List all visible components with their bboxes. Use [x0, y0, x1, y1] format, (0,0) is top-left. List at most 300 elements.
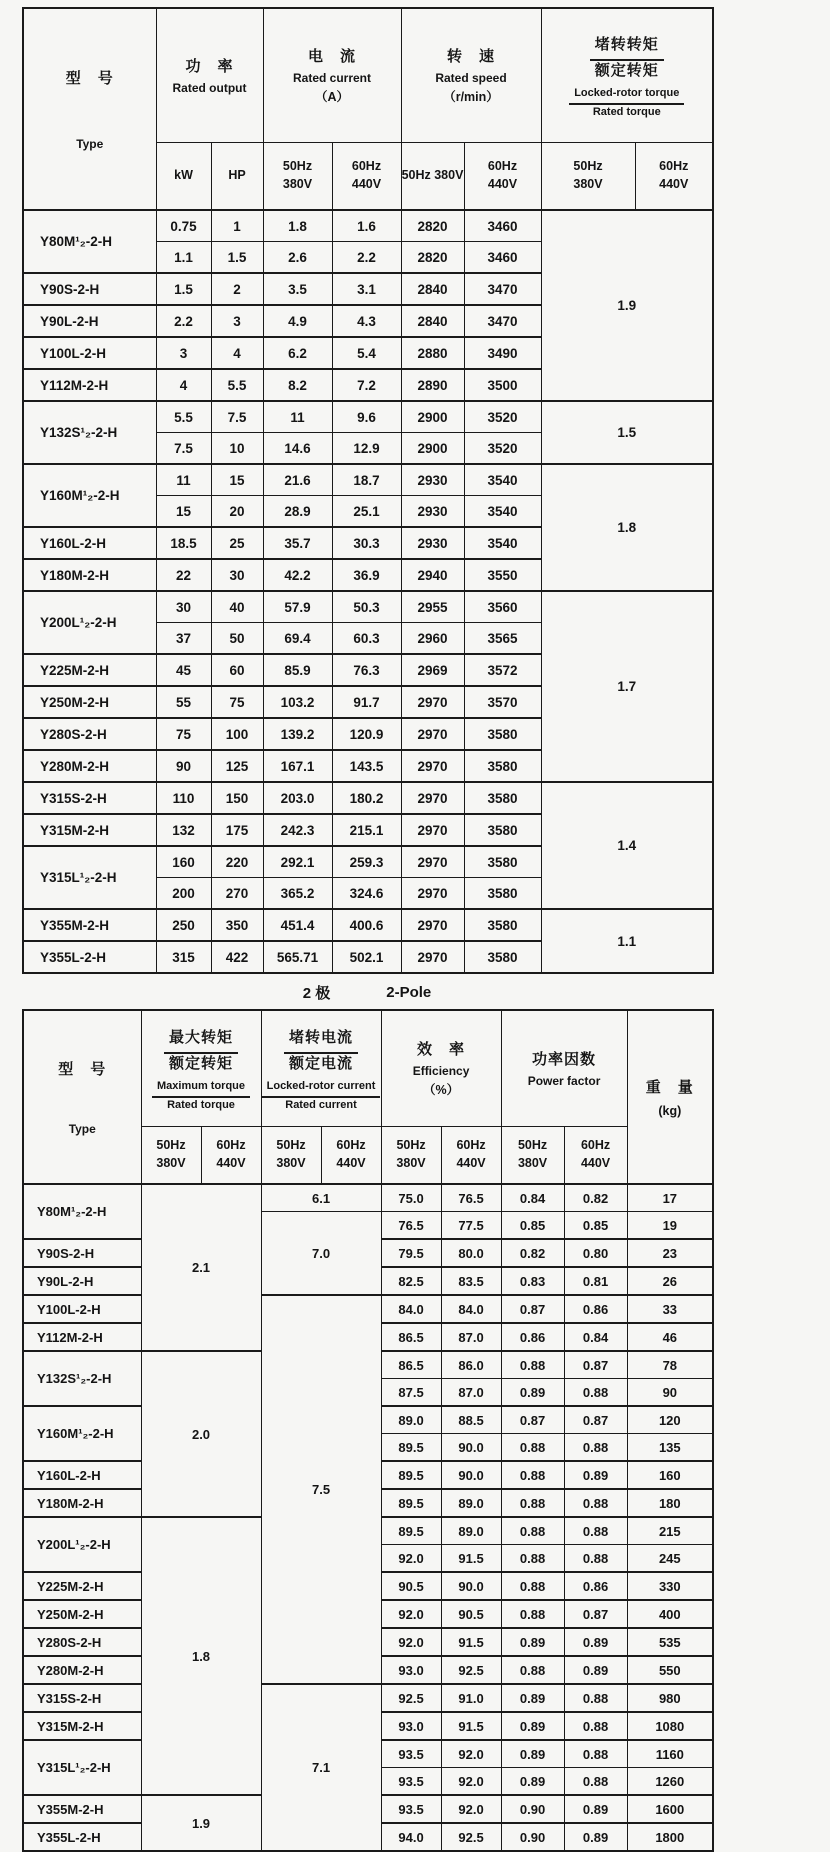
value-cell: 200 — [156, 878, 211, 910]
value-cell: 135 — [627, 1434, 713, 1462]
value-cell: 550 — [627, 1656, 713, 1684]
value-cell: 4.9 — [263, 305, 332, 337]
value-cell: 0.81 — [564, 1267, 627, 1295]
value-cell: 3 — [211, 305, 263, 337]
freq-label: 50Hz — [517, 1138, 548, 1153]
value-cell: 3580 — [464, 878, 541, 910]
value-cell: 0.89 — [501, 1712, 564, 1740]
type-cell: Y280M-2-H — [23, 750, 156, 782]
value-cell: 0.88 — [564, 1768, 627, 1796]
value-cell: 3560 — [464, 591, 541, 623]
value-cell: 23 — [627, 1239, 713, 1267]
value-cell: 12.9 — [332, 433, 401, 465]
value-cell: 92.0 — [441, 1768, 501, 1796]
value-cell: 1800 — [627, 1823, 713, 1851]
value-cell: 18.7 — [332, 464, 401, 496]
value-cell: 91.5 — [441, 1712, 501, 1740]
value-cell: 86.5 — [381, 1323, 441, 1351]
value-cell: 17 — [627, 1184, 713, 1212]
voltage-label: 440V — [456, 1155, 486, 1170]
value-cell: 36.9 — [332, 559, 401, 591]
type-cell: Y80M¹₂-2-H — [23, 1184, 141, 1239]
value-cell: 11 — [156, 464, 211, 496]
value-cell: 91.5 — [441, 1628, 501, 1656]
type-cell: Y200L¹₂-2-H — [23, 1517, 141, 1572]
value-cell: 21.6 — [263, 464, 332, 496]
value-cell: 8.2 — [263, 369, 332, 401]
value-cell: 2930 — [401, 464, 464, 496]
type-cell: Y160M¹₂-2-H — [23, 1406, 141, 1461]
value-cell: 87.0 — [441, 1379, 501, 1407]
value-cell: 3520 — [464, 433, 541, 465]
value-cell: 89.5 — [381, 1489, 441, 1517]
voltage-label: 440V — [216, 1155, 246, 1170]
t2-pf-50hz-header — [501, 1126, 564, 1184]
speed-header-zh: 转 速 — [447, 48, 496, 66]
value-cell: 90.5 — [441, 1600, 501, 1628]
value-cell: 78 — [627, 1351, 713, 1379]
value-cell: 18.5 — [156, 527, 211, 559]
t2-maxt-50hz-header — [141, 1126, 201, 1184]
freq-label: 60Hz — [456, 1138, 486, 1153]
value-cell: 84.0 — [381, 1295, 441, 1323]
value-cell: 139.2 — [263, 718, 332, 750]
value-cell: 535 — [627, 1628, 713, 1656]
max-torque-cell: 2.0 — [141, 1351, 261, 1517]
torque-ratio-cell: 1.1 — [541, 909, 713, 973]
value-cell: 3490 — [464, 337, 541, 369]
value-cell: 565.71 — [263, 941, 332, 973]
value-cell: 259.3 — [332, 846, 401, 878]
voltage-label: 380V — [396, 1155, 426, 1170]
value-cell: 57.9 — [263, 591, 332, 623]
value-cell: 2970 — [401, 846, 464, 878]
value-cell: 502.1 — [332, 941, 401, 973]
type-cell: Y355M-2-H — [23, 1795, 141, 1823]
t2-weight-header — [627, 1010, 713, 1184]
value-cell: 3470 — [464, 305, 541, 337]
value-cell: 180 — [627, 1489, 713, 1517]
torque-ratio-cell: 1.9 — [541, 210, 713, 401]
value-cell: 422 — [211, 941, 263, 973]
freq-label: 60Hz — [659, 159, 689, 174]
torque-ratio-en-numerator: Locked-rotor torque — [569, 86, 684, 105]
type-cell: Y100L-2-H — [23, 1295, 141, 1323]
value-cell: 451.4 — [263, 909, 332, 941]
type-cell: Y315M-2-H — [23, 814, 156, 846]
value-cell: 0.88 — [564, 1379, 627, 1407]
value-cell: 93.0 — [381, 1712, 441, 1740]
value-cell: 2970 — [401, 782, 464, 814]
voltage-label: 380V — [282, 176, 313, 191]
freq-label: 60Hz — [336, 1138, 366, 1153]
type-cell: Y315S-2-H — [23, 1684, 141, 1712]
value-cell: 0.88 — [564, 1489, 627, 1517]
value-cell: 75.0 — [381, 1184, 441, 1212]
value-cell: 3540 — [464, 527, 541, 559]
value-cell: 87.0 — [441, 1323, 501, 1351]
value-cell: 22 — [156, 559, 211, 591]
value-cell: 0.75 — [156, 210, 211, 242]
voltage-label: 440V — [659, 176, 689, 191]
locked-rotor-current-cell: 6.1 — [261, 1184, 381, 1212]
value-cell: 93.5 — [381, 1768, 441, 1796]
value-cell: 0.87 — [501, 1295, 564, 1323]
value-cell: 215.1 — [332, 814, 401, 846]
value-cell: 0.87 — [564, 1351, 627, 1379]
value-cell: 4.3 — [332, 305, 401, 337]
value-cell: 3580 — [464, 941, 541, 973]
value-cell: 91.5 — [441, 1545, 501, 1573]
value-cell: 2960 — [401, 623, 464, 655]
value-cell: 3520 — [464, 401, 541, 433]
value-cell: 92.5 — [381, 1684, 441, 1712]
value-cell: 90.5 — [381, 1572, 441, 1600]
type-cell: Y80M¹₂-2-H — [23, 210, 156, 273]
max-torque-cell: 2.1 — [141, 1184, 261, 1351]
value-cell: 2890 — [401, 369, 464, 401]
value-cell: 1260 — [627, 1768, 713, 1796]
value-cell: 0.89 — [564, 1656, 627, 1684]
value-cell: 0.90 — [501, 1795, 564, 1823]
value-cell: 26 — [627, 1267, 713, 1295]
value-cell: 46 — [627, 1323, 713, 1351]
power-factor-header-en: Power factor — [527, 1074, 601, 1089]
type-cell: Y355M-2-H — [23, 909, 156, 941]
value-cell: 0.89 — [501, 1684, 564, 1712]
current-header-zh: 电 流 — [307, 48, 356, 66]
value-cell: 3460 — [464, 210, 541, 242]
voltage-label: 380V — [276, 1155, 306, 1170]
t2-efficiency-header — [381, 1010, 501, 1126]
t1-torque-50hz-header — [541, 142, 635, 210]
value-cell: 0.84 — [564, 1323, 627, 1351]
t1-header — [23, 8, 713, 210]
value-cell: 76.5 — [441, 1184, 501, 1212]
efficiency-header-zh: 效 率 — [417, 1041, 466, 1059]
value-cell: 2940 — [401, 559, 464, 591]
value-cell: 87.5 — [381, 1379, 441, 1407]
type-cell: Y200L¹₂-2-H — [23, 591, 156, 654]
type-cell: Y355L-2-H — [23, 1823, 141, 1851]
value-cell: 6.2 — [263, 337, 332, 369]
t2-eff-50hz-header — [381, 1126, 441, 1184]
value-cell: 0.87 — [564, 1406, 627, 1434]
t1-type-header — [23, 8, 156, 210]
torque-ratio-en-denominator: Rated torque — [592, 105, 661, 118]
value-cell: 1.6 — [332, 210, 401, 242]
value-cell: 91.0 — [441, 1684, 501, 1712]
t2-type-header — [23, 1010, 141, 1184]
value-cell: 2.2 — [156, 305, 211, 337]
value-cell: 2900 — [401, 401, 464, 433]
value-cell: 7.2 — [332, 369, 401, 401]
value-cell: 75 — [211, 686, 263, 718]
t1-speed-50hz-header: 50Hz 380V — [401, 142, 464, 210]
value-cell: 2900 — [401, 433, 464, 465]
t1-kw-header: kW — [156, 142, 211, 210]
t2-row — [23, 1684, 713, 1712]
freq-label: 50Hz — [573, 159, 603, 174]
value-cell: 89.5 — [381, 1517, 441, 1545]
voltage-label: 440V — [580, 1155, 611, 1170]
value-cell: 175 — [211, 814, 263, 846]
value-cell: 1.5 — [156, 273, 211, 305]
value-cell: 0.83 — [501, 1267, 564, 1295]
weight-header-zh: 重 量 — [645, 1078, 694, 1096]
value-cell: 3500 — [464, 369, 541, 401]
type-cell: Y112M-2-H — [23, 1323, 141, 1351]
value-cell: 7.5 — [156, 433, 211, 465]
value-cell: 4 — [156, 369, 211, 401]
freq-label: 60Hz — [216, 1138, 246, 1153]
value-cell: 0.87 — [501, 1406, 564, 1434]
value-cell: 0.88 — [564, 1740, 627, 1768]
value-cell: 92.0 — [381, 1628, 441, 1656]
value-cell: 132 — [156, 814, 211, 846]
type-cell: Y280S-2-H — [23, 1628, 141, 1656]
value-cell: 90.0 — [441, 1434, 501, 1462]
value-cell: 5.5 — [156, 401, 211, 433]
voltage-label: 380V — [573, 176, 603, 191]
value-cell: 19 — [627, 1212, 713, 1240]
value-cell: 1.8 — [263, 210, 332, 242]
value-cell: 350 — [211, 909, 263, 941]
type-cell: Y355L-2-H — [23, 941, 156, 973]
type-header-zh: 型 号 — [58, 1060, 107, 1078]
value-cell: 250 — [156, 909, 211, 941]
rated-table-2pole-part1 — [22, 7, 714, 974]
value-cell: 2970 — [401, 686, 464, 718]
pole-caption-en: 2-Pole — [386, 983, 432, 1001]
type-cell: Y90L-2-H — [23, 1267, 141, 1295]
value-cell: 11 — [263, 401, 332, 433]
t1-row — [23, 782, 713, 814]
value-cell: 2820 — [401, 242, 464, 274]
type-cell: Y315M-2-H — [23, 1712, 141, 1740]
t1-power-header — [156, 8, 263, 142]
value-cell: 3580 — [464, 718, 541, 750]
t2-body — [23, 1184, 713, 1851]
locked-rotor-current-cell: 7.1 — [261, 1684, 381, 1851]
value-cell: 324.6 — [332, 878, 401, 910]
value-cell: 14.6 — [263, 433, 332, 465]
value-cell: 28.9 — [263, 496, 332, 528]
torque-ratio-cell: 1.4 — [541, 782, 713, 909]
value-cell: 0.90 — [501, 1823, 564, 1851]
value-cell: 0.86 — [564, 1572, 627, 1600]
value-cell: 0.89 — [501, 1628, 564, 1656]
torque-ratio-cell: 1.8 — [541, 464, 713, 591]
value-cell: 3.5 — [263, 273, 332, 305]
value-cell: 76.3 — [332, 654, 401, 686]
value-cell: 15 — [211, 464, 263, 496]
value-cell: 2969 — [401, 654, 464, 686]
type-cell: Y90L-2-H — [23, 305, 156, 337]
t1-speed-header — [401, 8, 541, 142]
value-cell: 4 — [211, 337, 263, 369]
t2-row — [23, 1295, 713, 1323]
t1-current-60hz-header — [332, 142, 401, 210]
type-cell: Y315S-2-H — [23, 782, 156, 814]
t1-row — [23, 401, 713, 433]
torque-ratio-cell: 1.7 — [541, 591, 713, 782]
voltage-label: 380V — [156, 1155, 186, 1170]
value-cell: 75 — [156, 718, 211, 750]
t2-power-factor-header — [501, 1010, 627, 1126]
value-cell: 2880 — [401, 337, 464, 369]
value-cell: 167.1 — [263, 750, 332, 782]
t2-lrc-50hz-header — [261, 1126, 321, 1184]
value-cell: 60 — [211, 654, 263, 686]
type-cell: Y315L¹₂-2-H — [23, 846, 156, 909]
value-cell: 90 — [156, 750, 211, 782]
type-cell: Y90S-2-H — [23, 1239, 141, 1267]
value-cell: 82.5 — [381, 1267, 441, 1295]
t2-maxt-60hz-header — [201, 1126, 261, 1184]
value-cell: 180.2 — [332, 782, 401, 814]
type-header-en: Type — [68, 1121, 96, 1136]
value-cell: 0.88 — [501, 1545, 564, 1573]
value-cell: 0.82 — [564, 1184, 627, 1212]
voltage-label: 440V — [351, 176, 382, 191]
t2-eff-60hz-header — [441, 1126, 501, 1184]
value-cell: 55 — [156, 686, 211, 718]
value-cell: 203.0 — [263, 782, 332, 814]
pole-caption-zh: 2 极 — [302, 984, 331, 1002]
value-cell: 0.80 — [564, 1239, 627, 1267]
value-cell: 3460 — [464, 242, 541, 274]
value-cell: 143.5 — [332, 750, 401, 782]
voltage-label: 440V — [487, 176, 518, 191]
value-cell: 30 — [211, 559, 263, 591]
t2-pf-60hz-header — [564, 1126, 627, 1184]
value-cell: 0.86 — [564, 1295, 627, 1323]
t1-row — [23, 464, 713, 496]
value-cell: 120.9 — [332, 718, 401, 750]
value-cell: 215 — [627, 1517, 713, 1545]
freq-label: 50Hz — [276, 1138, 306, 1153]
value-cell: 92.5 — [441, 1823, 501, 1851]
value-cell: 0.88 — [501, 1656, 564, 1684]
max-torque-en-denominator: Rated torque — [167, 1098, 235, 1111]
value-cell: 110 — [156, 782, 211, 814]
value-cell: 245 — [627, 1545, 713, 1573]
locked-rotor-current-cell: 7.0 — [261, 1212, 381, 1296]
type-cell: Y180M-2-H — [23, 559, 156, 591]
value-cell: 3565 — [464, 623, 541, 655]
max-torque-cell: 1.8 — [141, 1517, 261, 1795]
value-cell: 7.5 — [211, 401, 263, 433]
value-cell: 270 — [211, 878, 263, 910]
value-cell: 9.6 — [332, 401, 401, 433]
value-cell: 3550 — [464, 559, 541, 591]
value-cell: 88.5 — [441, 1406, 501, 1434]
value-cell: 83.5 — [441, 1267, 501, 1295]
voltage-label: 380V — [517, 1155, 548, 1170]
freq-label: 60Hz — [351, 159, 382, 174]
value-cell: 5.5 — [211, 369, 263, 401]
t1-torque-60hz-header — [635, 142, 713, 210]
t2-locked-rotor-current-header — [261, 1010, 381, 1126]
freq-label: 50Hz — [396, 1138, 426, 1153]
value-cell: 1.5 — [211, 242, 263, 274]
t1-speed-60hz-header — [464, 142, 541, 210]
value-cell: 3570 — [464, 686, 541, 718]
value-cell: 30.3 — [332, 527, 401, 559]
value-cell: 3572 — [464, 654, 541, 686]
type-header-en: Type — [76, 136, 104, 151]
value-cell: 90.0 — [441, 1461, 501, 1489]
value-cell: 80.0 — [441, 1239, 501, 1267]
value-cell: 89.5 — [381, 1434, 441, 1462]
type-header-zh: 型 号 — [65, 69, 114, 87]
value-cell: 86.5 — [381, 1351, 441, 1379]
value-cell: 2970 — [401, 718, 464, 750]
value-cell: 2970 — [401, 750, 464, 782]
t1-row — [23, 210, 713, 242]
value-cell: 0.88 — [501, 1461, 564, 1489]
max-torque-zh-denominator: 额定转矩 — [169, 1054, 234, 1072]
value-cell: 85.9 — [263, 654, 332, 686]
efficiency-header-en: Efficiency — [412, 1064, 470, 1079]
value-cell: 3580 — [464, 814, 541, 846]
t1-current-50hz-header — [263, 142, 332, 210]
type-cell: Y90S-2-H — [23, 273, 156, 305]
type-cell: Y100L-2-H — [23, 337, 156, 369]
value-cell: 1 — [211, 210, 263, 242]
value-cell: 79.5 — [381, 1239, 441, 1267]
value-cell: 35.7 — [263, 527, 332, 559]
value-cell: 0.89 — [564, 1461, 627, 1489]
value-cell: 0.88 — [501, 1572, 564, 1600]
current-header-unit: （A） — [314, 90, 350, 105]
value-cell: 0.88 — [564, 1434, 627, 1462]
torque-ratio-cell: 1.5 — [541, 401, 713, 464]
type-cell: Y250M-2-H — [23, 1600, 141, 1628]
t2-lrc-60hz-header — [321, 1126, 381, 1184]
value-cell: 93.0 — [381, 1656, 441, 1684]
value-cell: 330 — [627, 1572, 713, 1600]
power-factor-header-zh: 功率因数 — [532, 1051, 597, 1069]
value-cell: 3540 — [464, 496, 541, 528]
freq-label: 50Hz — [282, 159, 313, 174]
t2-header — [23, 1010, 713, 1184]
value-cell: 92.5 — [441, 1656, 501, 1684]
value-cell: 50.3 — [332, 591, 401, 623]
value-cell: 50 — [211, 623, 263, 655]
value-cell: 77.5 — [441, 1212, 501, 1240]
value-cell: 93.5 — [381, 1740, 441, 1768]
type-cell: Y315L¹₂-2-H — [23, 1740, 141, 1795]
value-cell: 60.3 — [332, 623, 401, 655]
type-cell: Y225M-2-H — [23, 1572, 141, 1600]
value-cell: 25 — [211, 527, 263, 559]
value-cell: 0.88 — [564, 1712, 627, 1740]
freq-label: 50Hz — [156, 1138, 186, 1153]
value-cell: 220 — [211, 846, 263, 878]
t1-header-row-1 — [23, 8, 713, 142]
value-cell: 25.1 — [332, 496, 401, 528]
value-cell: 0.85 — [501, 1212, 564, 1240]
value-cell: 30 — [156, 591, 211, 623]
value-cell: 2970 — [401, 941, 464, 973]
efficiency-header-unit: （%） — [422, 1083, 460, 1098]
value-cell: 45 — [156, 654, 211, 686]
max-torque-en-numerator: Maximum torque — [152, 1079, 250, 1098]
value-cell: 86.0 — [441, 1351, 501, 1379]
type-cell: Y160L-2-H — [23, 1461, 141, 1489]
